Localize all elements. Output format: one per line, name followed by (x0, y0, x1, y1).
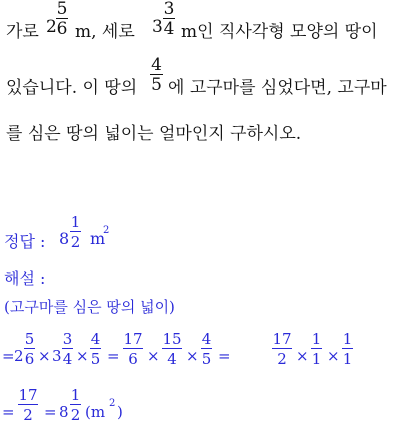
mixed-whole: 3 (52, 347, 62, 365)
answer-fraction: 1 2 (70, 213, 81, 251)
times-sign: × (38, 347, 51, 365)
fraction: 1 1 (311, 330, 322, 368)
fraction: 1 2 (70, 386, 81, 424)
answer-unit: m (90, 229, 106, 248)
width-fraction: 5 6 (56, 0, 68, 39)
answer-whole: 8 (59, 229, 70, 248)
question-line2-start: 있습니다. 이 땅의 (6, 78, 138, 98)
fraction: 17 6 (123, 330, 143, 368)
solution-label: 해설 : (4, 269, 46, 288)
answer-unit-superscript: 2 (103, 225, 110, 236)
unit: (m (85, 403, 106, 421)
fraction: 4 5 (201, 330, 212, 368)
height-whole: 3 (152, 17, 163, 37)
unit-superscript: 2 (109, 398, 116, 409)
times-sign: × (186, 347, 199, 365)
times-sign: × (327, 347, 340, 365)
fraction: 17 2 (18, 386, 38, 424)
equals-sign: = (44, 403, 57, 421)
equals-sign: = (2, 403, 15, 421)
mixed-whole: 8 (59, 403, 69, 421)
fraction: 3 4 (62, 330, 73, 368)
height-fraction: 3 4 (163, 0, 175, 39)
question-line1-start: 가로 (6, 22, 39, 42)
times-sign: × (147, 347, 160, 365)
times-sign: × (76, 347, 89, 365)
mixed-whole: 2 (14, 347, 24, 365)
question-line3: 를 심은 땅의 넓이는 얼마인지 구하시오. (6, 124, 302, 144)
equals-sign: = (218, 347, 231, 365)
question-line1-end: m인 직사각형 모양의 땅이 (181, 22, 378, 42)
question-line2-end: 에 고구마를 심었다면, 고구마 (168, 78, 387, 98)
times-sign: × (296, 347, 309, 365)
fraction: 5 6 (24, 330, 35, 368)
equals-sign: = (107, 347, 120, 365)
fraction: 17 2 (272, 330, 292, 368)
question-line1-mid: m, 세로 (75, 22, 135, 42)
equals-sign: = (2, 347, 15, 365)
fraction: 1 1 (342, 330, 353, 368)
width-whole: 2 (46, 17, 57, 37)
fraction: 15 4 (162, 330, 182, 368)
ratio-fraction: 4 5 (151, 55, 162, 95)
answer-label: 정답 : (4, 232, 46, 251)
close-paren: ) (117, 403, 123, 421)
fraction: 4 5 (90, 330, 101, 368)
solution-caption: (고구마를 심은 땅의 넓이) (4, 298, 175, 316)
